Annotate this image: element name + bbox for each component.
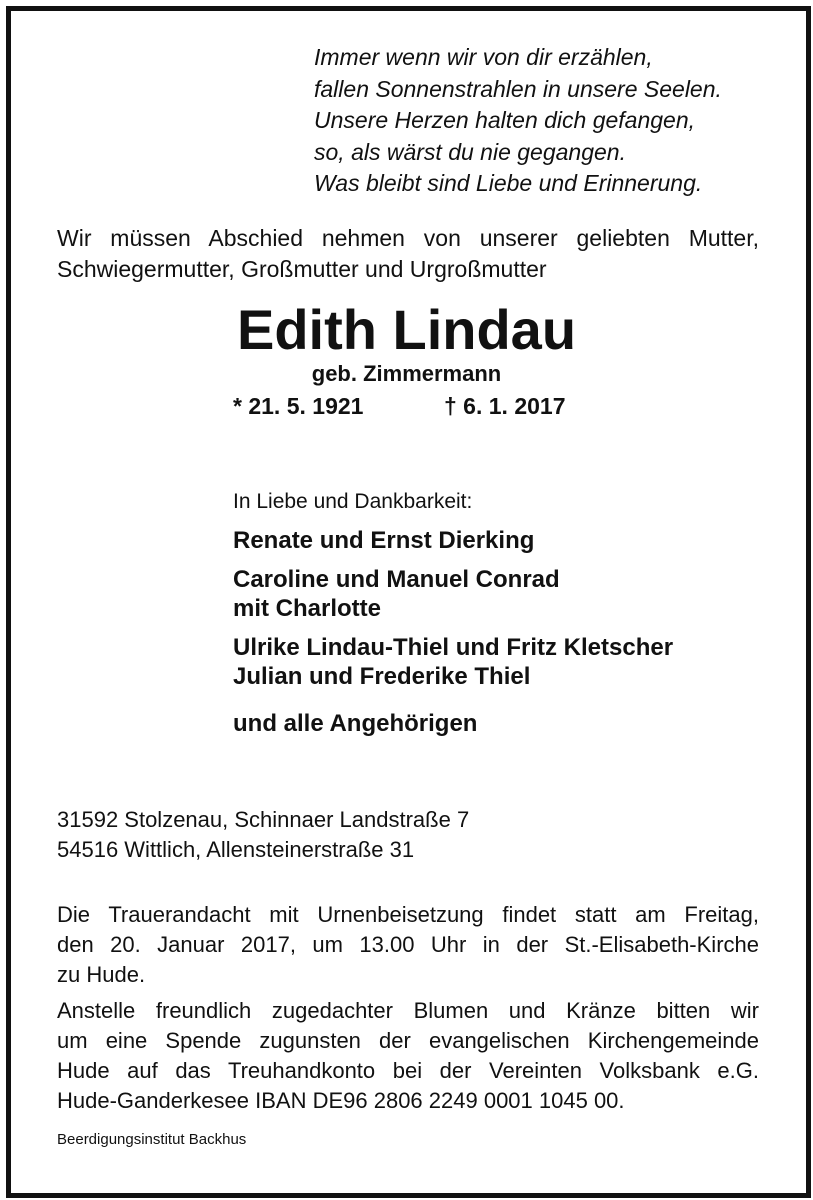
address-line: 54516 Wittlich, Allensteinerstraße 31: [57, 836, 415, 862]
donation-line: um eine Spende zugunsten der evangelischen Kirchengemeinde: [57, 1028, 759, 1053]
intro-line-2: Schwiegermutter, Großmutter und Urgroßmutter: [57, 256, 547, 282]
mourner-line: Ulrike Lindau-Thiel und Fritz Kletscher: [233, 634, 674, 661]
addresses: [57, 805, 469, 864]
service-info: [57, 900, 759, 990]
funeral-home: Beerdigungsinstitut Backhus: [57, 1131, 247, 1148]
mourners-heading: In Liebe und Dankbarkeit:: [233, 490, 473, 513]
deceased-name: Edith Lindau: [236, 298, 577, 361]
poem-line: Was bleibt sind Liebe und Erinnerung.: [314, 170, 703, 196]
mourner-line: und alle Angehörigen: [233, 710, 478, 737]
poem-line: Immer wenn wir von dir erzählen,: [314, 44, 653, 70]
poem-line: Unsere Herzen halten dich gefangen,: [314, 107, 696, 133]
address-line: 31592 Stolzenau, Schinnaer Landstraße 7: [57, 807, 470, 832]
service-line: zu Hude.: [57, 962, 146, 987]
poem-line: so, als wärst du nie gegangen.: [314, 138, 626, 165]
intro-text: [57, 223, 759, 285]
mourner-line: Caroline und Manuel Conrad: [233, 566, 560, 593]
donation-line: Anstelle freundlich zugedachter Blumen und Kränze bitten wir: [57, 998, 759, 1023]
poem: [314, 42, 722, 200]
maiden-name: geb. Zimmermann: [311, 361, 502, 386]
birth-date: * 21. 5. 1921: [233, 393, 364, 419]
donation-line: Hude auf das Treuhandkonto bei der Vereinten Volksbank e.G.: [57, 1058, 759, 1083]
mourner-line: mit Charlotte: [233, 595, 382, 622]
poem-line: fallen Sonnenstrahlen in unsere Seelen.: [314, 75, 722, 102]
death-date: † 6. 1. 2017: [444, 393, 566, 419]
donation-line: Hude-Ganderkesee IBAN DE96 2806 2249 0001 1045 00.: [57, 1088, 625, 1113]
mourner-line: Julian und Frederike Thiel: [233, 663, 531, 690]
service-line: den 20. Januar 2017, um 13.00 Uhr in der St.-Elisabeth-Kirche: [57, 932, 759, 957]
service-line: Die Trauerandacht mit Urnenbeisetzung findet statt am Freitag,: [57, 902, 759, 927]
donation-info: [57, 996, 759, 1116]
intro-line-1: Wir müssen Abschied nehmen von unserer geliebten Mutter,: [57, 225, 759, 251]
mourner-line: Renate und Ernst Dierking: [233, 527, 535, 554]
